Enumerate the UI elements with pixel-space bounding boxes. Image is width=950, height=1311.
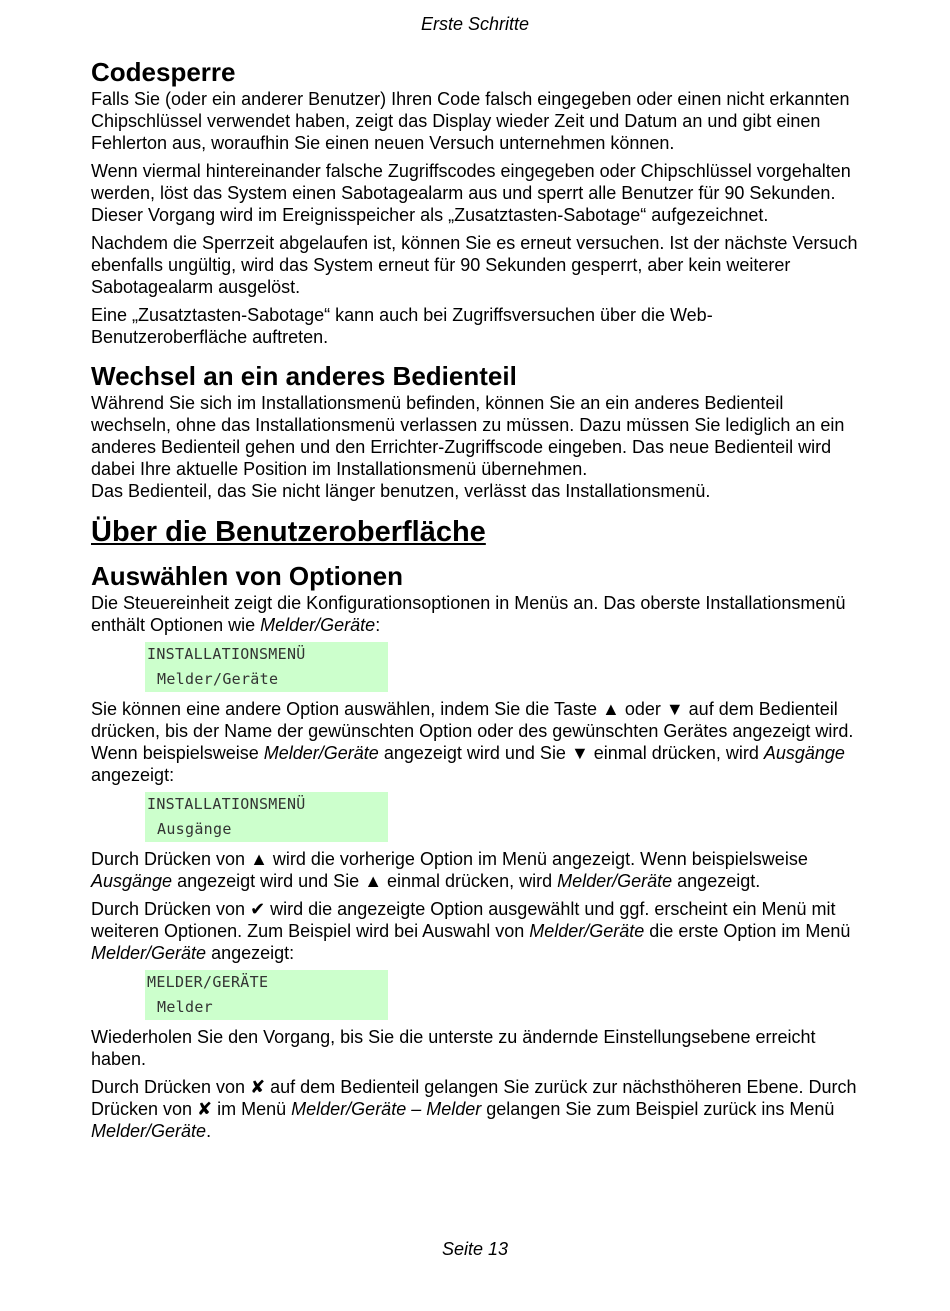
chapter-heading-benutzeroberflaeche: Über die Benutzeroberfläche (91, 516, 486, 548)
section-heading-codesperre: Codesperre (91, 57, 236, 87)
paragraph: Durch Drücken von ✔ wird die angezeigte Option ausgewählt und ggf. erscheint ein Menü mit weiteren Optionen. Zum Beispiel wird bei Auswahl von Melder/Geräte die erste Option im Menü Melder/Geräte angezeigt: (91, 899, 851, 963)
paragraph: Nachdem die Sperrzeit abgelaufen ist, können Sie es erneut versuchen. Ist der nächste Versuch ebenfalls ungültig, wird das System erneut für 90 Sekunden gesperrt, aber kein weiterer Sabotagealarm ausgelöst. (91, 233, 858, 297)
lcd-line-2: Melder (157, 998, 213, 1016)
lcd-display (145, 792, 388, 842)
lcd-line-2: Melder/Geräte (157, 670, 279, 688)
paragraph: Wiederholen Sie den Vorgang, bis Sie die unterste zu ändernde Einstellungsebene erreicht haben. (91, 1027, 816, 1069)
paragraph: Während Sie sich im Installationsmenü befinden, können Sie an ein anderes Bedienteil wechseln, ohne das Installationsmenü verlassen zu müssen. Dazu müssen Sie lediglich an ein anderes Bedienteil gehen und den Errichter-Zugriffscode eingeben. Das neue Bedienteil wird dabei Ihre aktuelle Position im Installationsmenü übernehmen. (91, 393, 845, 479)
lcd-line-1: INSTALLATIONSMENÜ (147, 645, 306, 663)
paragraph: Das Bedienteil, das Sie nicht länger benutzen, verlässt das Installationsmenü. (91, 481, 711, 501)
lcd-display (145, 642, 388, 692)
paragraph: Sie können eine andere Option auswählen, indem Sie die Taste ▲ oder ▼ auf dem Bedienteil drücken, bis der Name der gewünschten Option oder des gewünschten Gerätes angezeigt wird. Wenn beispielsweise Melder/Geräte angezeigt wird und Sie ▼ einmal drücken, wird Ausgänge angezeigt: (91, 699, 854, 785)
section-heading-optionen: Auswählen von Optionen (91, 561, 404, 591)
lcd-line-1: MELDER/GERÄTE (147, 973, 269, 991)
section-heading-wechsel: Wechsel an ein anderes Bedienteil (91, 361, 517, 391)
paragraph: Falls Sie (oder ein anderer Benutzer) Ihren Code falsch eingegeben oder einen nicht erkannten Chipschlüssel verwendet haben, zeigt das Display wieder Zeit und Datum an und gibt einen Fehlerton aus, woraufhin Sie einen neuen Versuch unternehmen können. (91, 89, 850, 153)
paragraph: Eine „Zusatztasten-Sabotage“ kann auch bei Zugriffsversuchen über die Web-Benutzeroberfläche auftreten. (91, 305, 713, 347)
paragraph: Die Steuereinheit zeigt die Konfigurationsoptionen in Menüs an. Das oberste Installationsmenü enthält Optionen wie Melder/Geräte: (91, 593, 846, 635)
paragraph: Durch Drücken von ✘ auf dem Bedienteil gelangen Sie zurück zur nächsthöheren Ebene. Durch Drücken von ✘ im Menü Melder/Geräte – Melder gelangen Sie zum Beispiel zurück ins Menü Melder/Geräte. (91, 1077, 857, 1141)
lcd-line-1: INSTALLATIONSMENÜ (147, 795, 306, 813)
page-footer: Seite 13 (441, 1239, 509, 1259)
paragraph: Wenn viermal hintereinander falsche Zugriffscodes eingegeben oder Chipschlüssel vorgehalten werden, löst das System einen Sabotagealarm aus und sperrt alle Benutzer für 90 Sekunden. Dieser Vorgang wird im Ereignisspeicher als „Zusatztasten-Sabotage“ aufgezeichnet. (91, 161, 851, 225)
lcd-line-2: Ausgänge (157, 820, 232, 838)
lcd-display (145, 970, 388, 1020)
paragraph: Durch Drücken von ▲ wird die vorherige Option im Menü angezeigt. Wenn beispielsweise Ausgänge angezeigt wird und Sie ▲ einmal drücken, wird Melder/Geräte angezeigt. (91, 849, 808, 891)
page-content (91, 56, 866, 1142)
page-header: Erste Schritte (420, 14, 530, 34)
